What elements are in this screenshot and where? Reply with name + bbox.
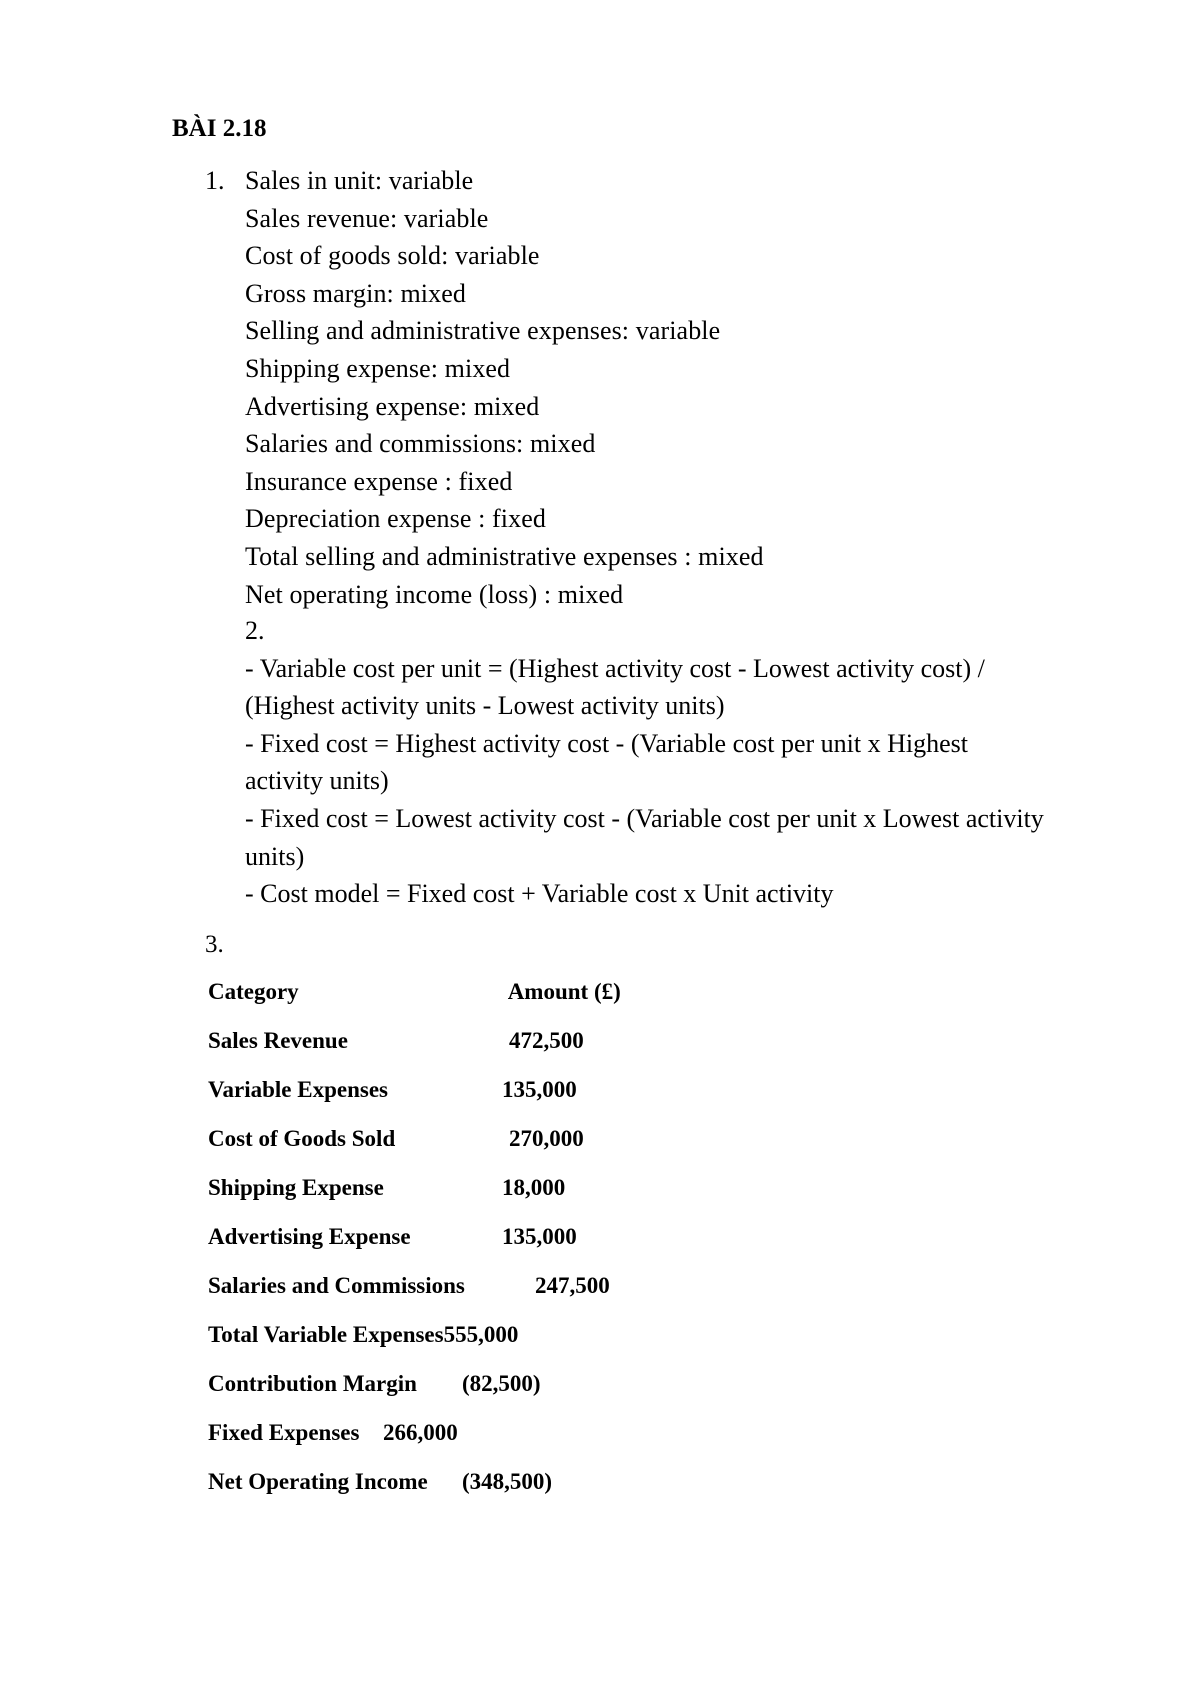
row-category: Total Variable Expenses: [208, 1322, 444, 1347]
list-item: Net operating income (loss) : mixed: [245, 579, 624, 609]
list-item: Advertising expense: mixed: [245, 391, 540, 421]
formula-line: - Variable cost per unit = (Highest activity cost - Lowest activity cost) /: [245, 653, 985, 683]
formula-line: - Fixed cost = Highest activity cost - (Variable cost per unit x Highest: [245, 728, 969, 758]
list-item: Total selling and administrative expenses : mixed: [245, 541, 764, 571]
list-item: Sales revenue: variable: [245, 203, 489, 233]
list-item: Shipping expense: mixed: [245, 353, 511, 383]
table-row: [208, 1124, 621, 1173]
header-category: Category: [208, 979, 299, 1004]
row-category: Contribution Margin: [208, 1371, 417, 1396]
table-row: [208, 1173, 621, 1222]
formula-line: activity units): [245, 766, 389, 796]
table-row: [208, 1075, 621, 1124]
row-amount: (348,500): [462, 1469, 553, 1494]
table-row: [208, 1222, 621, 1271]
table-row: [208, 1418, 621, 1467]
row-category: Salaries and Commissions: [208, 1273, 465, 1298]
row-amount: 555,000: [443, 1322, 519, 1347]
row-amount: 266,000: [383, 1420, 458, 1445]
income-table: [208, 977, 621, 1516]
table-header-row: [208, 977, 621, 1026]
list-item: Gross margin: mixed: [245, 278, 466, 308]
row-amount: 270,000: [509, 1126, 584, 1151]
list-item: Cost of goods sold: variable: [245, 241, 540, 271]
row-amount: (82,500): [462, 1371, 541, 1396]
row-category: Cost of Goods Sold: [208, 1126, 396, 1151]
list-item: Sales in unit: variable: [245, 166, 474, 195]
table-row: [208, 1467, 621, 1516]
row-category: Variable Expenses: [208, 1077, 388, 1102]
section-1-number: 1.: [205, 166, 225, 195]
row-amount: 135,000: [502, 1224, 577, 1249]
formula-line: - Fixed cost = Lowest activity cost - (Variable cost per unit x Lowest activity: [245, 803, 1044, 833]
section-3-number: 3.: [205, 931, 224, 958]
formula-line: - Cost model = Fixed cost + Variable cost x Unit activity: [245, 879, 834, 909]
row-amount: 472,500: [509, 1028, 584, 1053]
row-amount: 135,000: [502, 1077, 577, 1102]
exercise-title: BÀI 2.18: [172, 115, 267, 142]
row-category: Shipping Expense: [208, 1175, 384, 1200]
section-1-list: [245, 162, 1145, 613]
section-2-number: 2.: [245, 616, 265, 645]
list-item: Salaries and commissions: mixed: [245, 429, 596, 459]
section-2-formulas: [245, 612, 1145, 913]
header-amount: Amount (£): [507, 979, 621, 1004]
row-category: Fixed Expenses: [208, 1420, 360, 1445]
formula-line: (Highest activity units - Lowest activity units): [245, 691, 725, 721]
table-row: [208, 1271, 621, 1320]
row-category: Sales Revenue: [208, 1028, 348, 1053]
formula-line: units): [245, 841, 305, 871]
table-row: [208, 1369, 621, 1418]
list-item: Insurance expense : fixed: [245, 466, 513, 496]
list-item: Selling and administrative expenses: variable: [245, 316, 721, 346]
list-item: Depreciation expense : fixed: [245, 504, 546, 534]
row-amount: 18,000: [502, 1175, 566, 1200]
table-row: [208, 1320, 621, 1369]
table-row: [208, 1026, 621, 1075]
row-category: Advertising Expense: [208, 1224, 411, 1249]
row-category: Net Operating Income: [208, 1469, 428, 1494]
row-amount: 247,500: [535, 1273, 610, 1298]
